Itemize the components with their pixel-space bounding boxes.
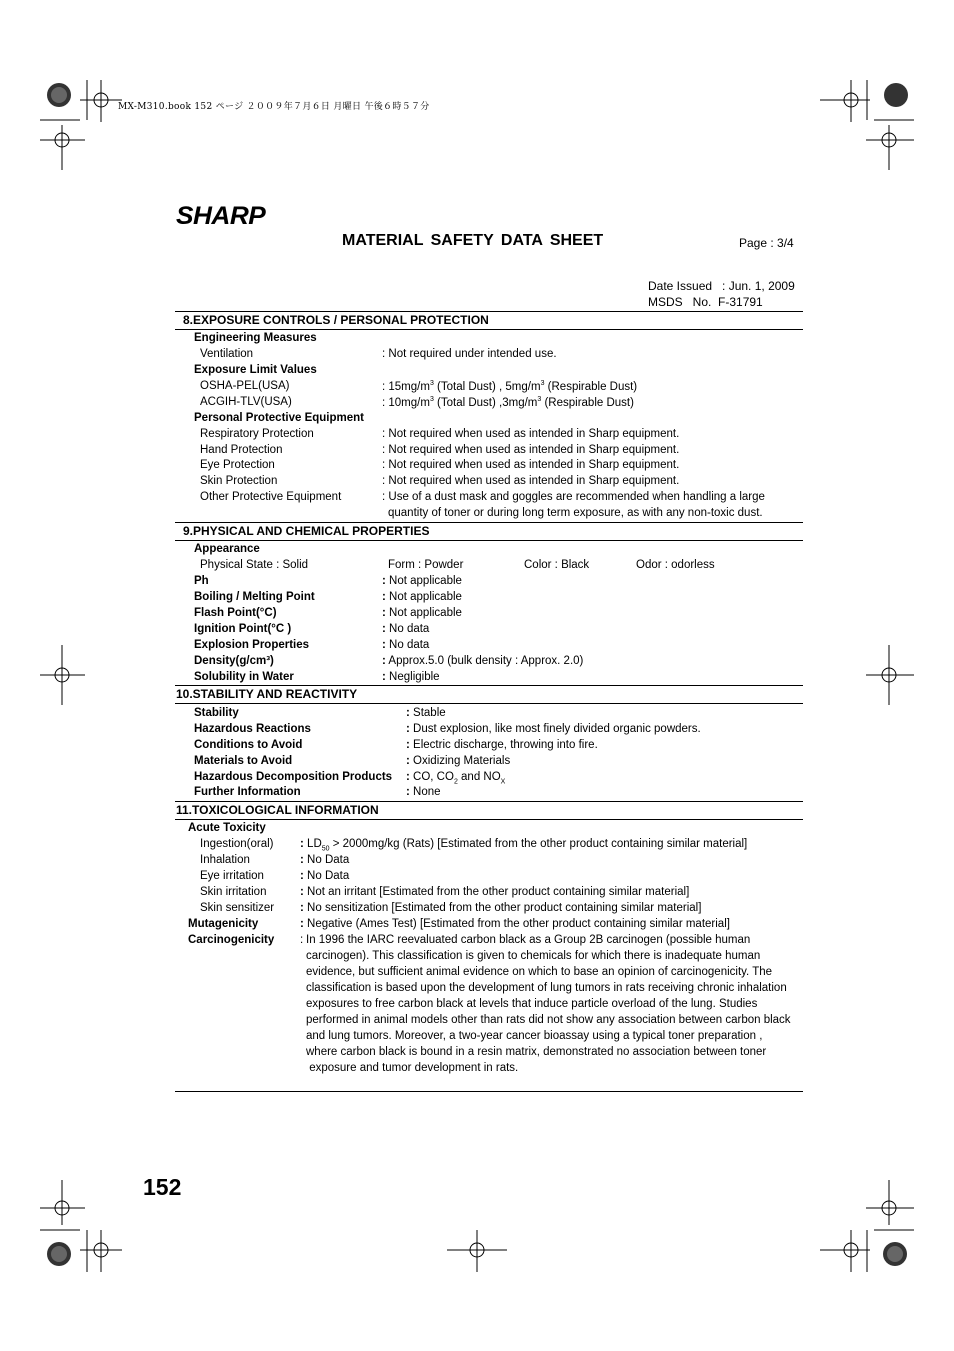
eye-irritation-label: Eye irritation <box>200 870 264 882</box>
osha-label: OSHA-PEL(USA) <box>200 380 290 392</box>
ph-value: : Not applicable <box>382 575 462 587</box>
density-value: : Approx.5.0 (bulk density : Approx. 2.0) <box>382 655 584 667</box>
skin-irritation-value: : Not an irritant [Estimated from the other product containing similar material] <box>300 886 690 898</box>
explosion-label: Explosion Properties <box>194 639 310 651</box>
other-protective-value-2: quantity of toner or during long term exposure, as with any non-toxic dust. <box>388 507 763 519</box>
materials-label: Materials to Avoid <box>194 755 293 767</box>
decomposition-value: : CO, $CO_2$ and $NO_X$ <box>406 771 506 786</box>
other-protective-value-1: : Use of a dust mask and goggles are recommended when handling a large <box>382 491 765 503</box>
section-8-title: 8.EXPOSURE CONTROLS / PERSONAL PROTECTION <box>183 313 489 327</box>
section-10-header <box>175 685 803 704</box>
solubility-value: : Negligible <box>382 671 440 683</box>
carc-line: where carbon black is bound in a resin matrix, demonstrated no association between toner <box>306 1046 767 1058</box>
carcinogenicity-text <box>306 932 806 1076</box>
further-info-label: Further Information <box>194 786 301 798</box>
carc-line: evidence, but sufficient animal evidence on which to base an opinion of carcinogenicity. The <box>306 966 773 978</box>
date-issued: Date Issued : Jun. 1, 2009 <box>648 279 795 293</box>
flash-label: Flash Point(°C) <box>194 607 277 619</box>
section-9-title: 9.PHYSICAL AND CHEMICAL PROPERTIES <box>183 524 430 538</box>
decomposition-label: Hazardous Decomposition Products <box>194 771 393 783</box>
odor-value: Odor : odorless <box>636 559 715 571</box>
osha-value: : $15mg/m^3$ (Total Dust) , $5mg/m^3$ (Respirable Dust) <box>382 380 638 393</box>
section-8-header <box>175 311 803 330</box>
form-value: Form : Powder <box>388 559 464 571</box>
inhalation-label: Inhalation <box>200 854 250 866</box>
eye-label: Eye Protection <box>200 459 275 471</box>
page-number: 152 <box>143 1174 182 1200</box>
carc-line: performed in animal models other than rats did not show any association between carbon black <box>306 1014 791 1026</box>
carcinogenicity-label: Carcinogenicity <box>188 934 275 946</box>
section-10-title: 10.STABILITY AND REACTIVITY <box>176 687 358 701</box>
stability-value: : Stable <box>406 707 446 719</box>
ignition-value: : No data <box>382 623 430 635</box>
hand-label: Hand Protection <box>200 444 283 456</box>
boiling-label: Boiling / Melting Point <box>194 591 315 603</box>
skin-sensitizer-label: Skin sensitizer <box>200 902 275 914</box>
section-11-title: 11.TOXICOLOGICAL INFORMATION <box>176 803 379 817</box>
ph-label: Ph <box>194 575 209 587</box>
carcinogenicity-colon: : <box>300 934 304 946</box>
section-9-header <box>175 522 803 541</box>
carc-line: carcinogen). This classification is given to chemicals for which there is inadequate human <box>306 950 761 962</box>
section-end-rule <box>175 1091 803 1092</box>
mutagenicity-value: : Negative (Ames Test) [Estimated from the other product containing similar material] <box>300 918 730 930</box>
ingestion-value: : $LD_{50} > 2000mg/kg$ (Rats) [Estimated from the other product containing similar material] <box>300 838 748 853</box>
ventilation-value: : Not required under intended use. <box>382 348 557 360</box>
physical-state: Physical State : Solid <box>200 559 309 571</box>
skin-label: Skin Protection <box>200 475 278 487</box>
skin-irritation-label: Skin irritation <box>200 886 267 898</box>
acgih-value: : $10mg/m^3$ (Total Dust) $,3mg/m^3$ (Respirable Dust) <box>382 396 634 409</box>
exposure-limits-label: Exposure Limit Values <box>194 364 317 376</box>
engineering-measures-label: Engineering Measures <box>194 332 317 344</box>
appearance-label: Appearance <box>194 543 260 555</box>
brand-logo: SHARP <box>176 202 266 230</box>
document-title: MATERIAL SAFETY DATA SHEET <box>342 232 604 249</box>
carc-line: and lung tumors. Moreover, a two-year cancer bioassay using a typical toner preparation , <box>306 1030 763 1042</box>
respiratory-value: : Not required when used as intended in Sharp equipment. <box>382 428 680 440</box>
acgih-label: ACGIH-TLV(USA) <box>200 396 292 408</box>
eye-value: : Not required when used as intended in Sharp equipment. <box>382 459 680 471</box>
carc-line: In 1996 the IARC reevaluated carbon black as a Group 2B carcinogen (possible human <box>306 934 751 946</box>
ingestion-label: Ingestion(oral) <box>200 838 274 850</box>
other-protective-label: Other Protective Equipment <box>200 491 342 503</box>
carc-line: exposure and tumor development in rats. <box>306 1062 519 1074</box>
conditions-label: Conditions to Avoid <box>194 739 303 751</box>
carc-line: exposures to free carbon black at levels that induce particle overload of the lung. Studies <box>306 998 758 1010</box>
hazardous-reactions-label: Hazardous Reactions <box>194 723 311 735</box>
skin-sensitizer-value: : No sensitization [Estimated from the other product containing similar material] <box>300 902 702 914</box>
hand-value: : Not required when used as intended in Sharp equipment. <box>382 444 680 456</box>
stability-label: Stability <box>194 707 239 719</box>
eye-irritation-value: : No Data <box>300 870 350 882</box>
explosion-value: : No data <box>382 639 430 651</box>
density-label: Density(g/cm³) <box>194 655 274 667</box>
msds-number: MSDS No. F-31791 <box>648 295 763 309</box>
boiling-value: : Not applicable <box>382 591 462 603</box>
carc-line: classification is based upon the development of lung tumors in rats receiving chronic inhalation <box>306 982 787 994</box>
conditions-value: : Electric discharge, throwing into fire. <box>406 739 598 751</box>
solubility-label: Solubility in Water <box>194 671 294 683</box>
further-info-value: : None <box>406 786 441 798</box>
hazardous-reactions-value: : Dust explosion, like most finely divided organic powders. <box>406 723 701 735</box>
inhalation-value: : No Data <box>300 854 350 866</box>
color-value: Color : Black <box>524 559 590 571</box>
ignition-label: Ignition Point(°C ) <box>194 623 292 635</box>
section-11-header <box>175 801 803 820</box>
acute-toxicity-label: Acute Toxicity <box>188 822 266 834</box>
materials-value: : Oxidizing Materials <box>406 755 511 767</box>
skin-value: : Not required when used as intended in Sharp equipment. <box>382 475 680 487</box>
page-label: Page : 3/4 <box>739 236 794 250</box>
ventilation-label: Ventilation <box>200 348 254 360</box>
flash-value: : Not applicable <box>382 607 462 619</box>
ppe-label: Personal Protective Equipment <box>194 412 364 424</box>
mutagenicity-label: Mutagenicity <box>188 918 259 930</box>
print-header: MX-M310.book 152 ページ ２００９年７月６日 月曜日 午後６時５７分 <box>118 102 430 112</box>
respiratory-label: Respiratory Protection <box>200 428 314 440</box>
